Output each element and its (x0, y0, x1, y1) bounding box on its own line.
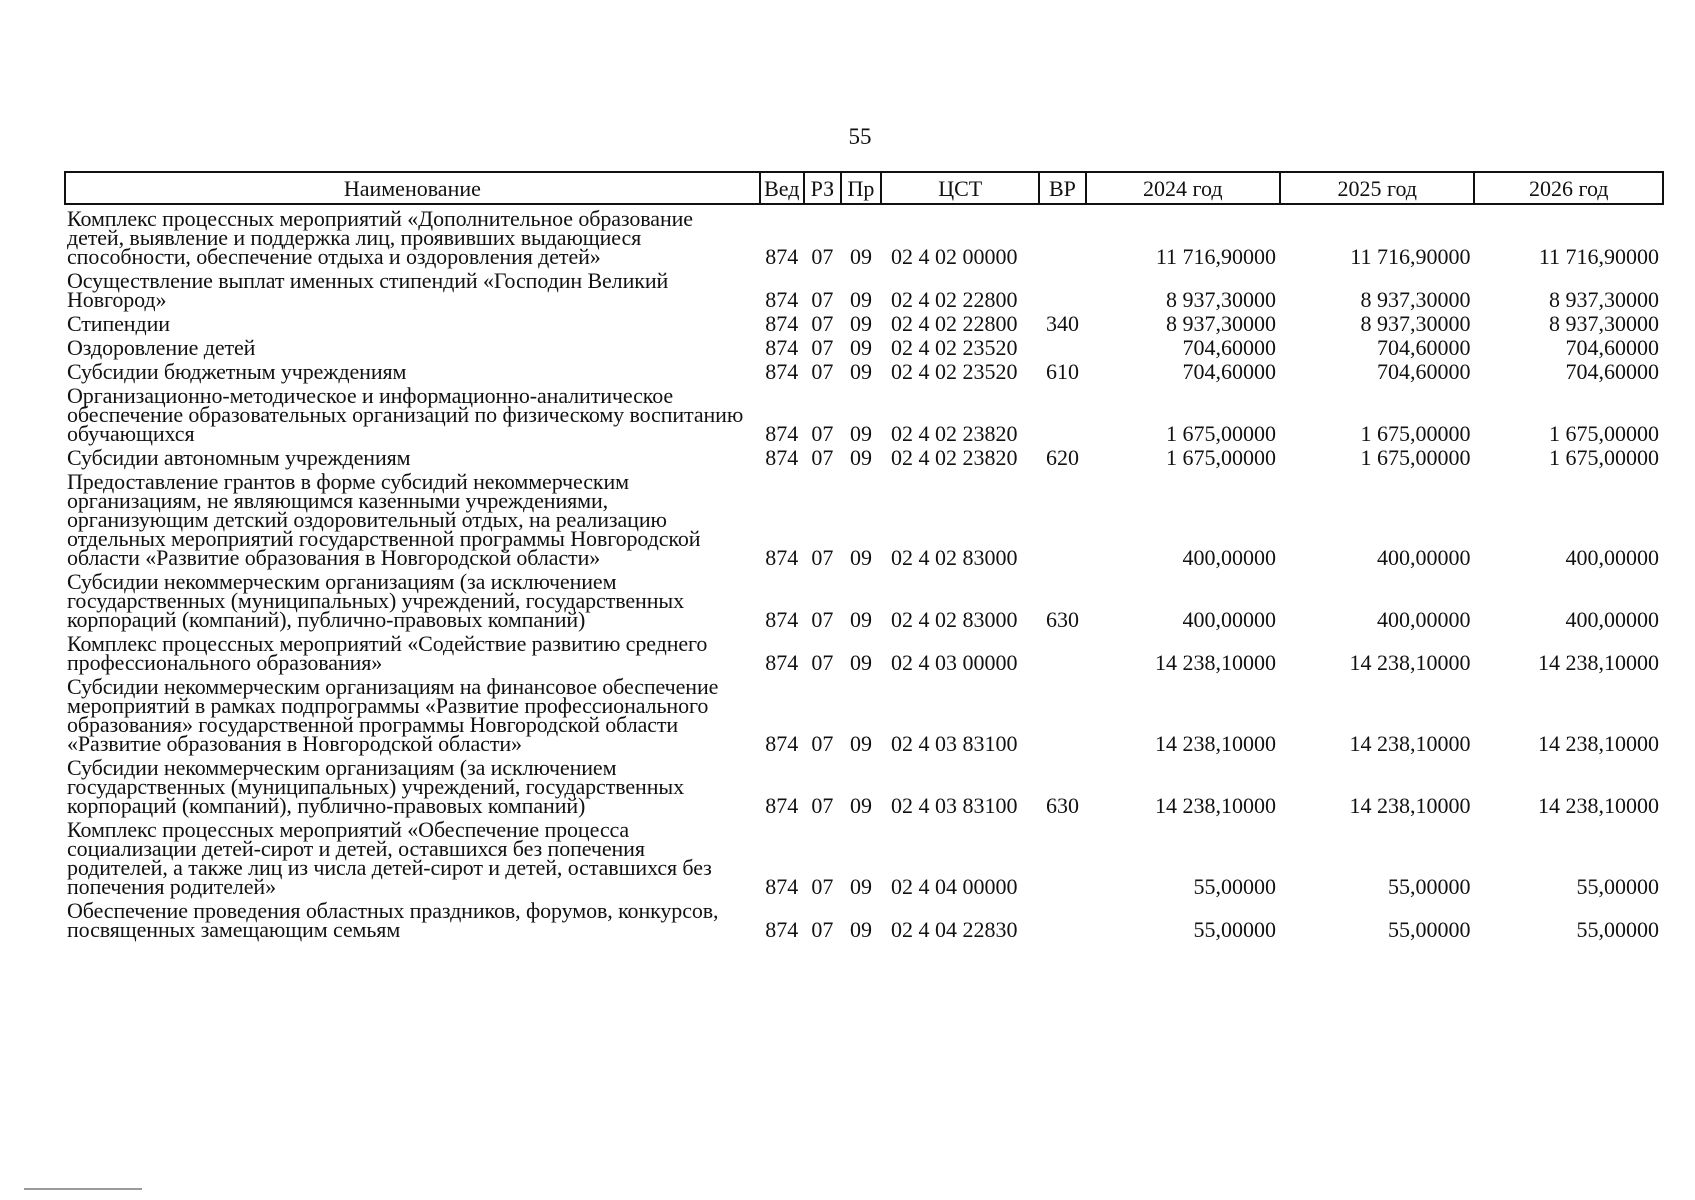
row-rz: 07 (811, 287, 834, 312)
header-ved: Вед (760, 172, 804, 204)
budget-table (64, 171, 1664, 940)
row-cst: 02 4 02 23520 (891, 359, 1018, 384)
row-vr: 630 (1045, 607, 1079, 632)
row-2025: 1 675,00000 (1360, 445, 1471, 470)
row-ved: 874 (765, 545, 799, 570)
table-row (65, 897, 1663, 940)
row-ved: 874 (765, 650, 799, 675)
header-row (65, 172, 1663, 204)
row-ved: 874 (765, 607, 799, 632)
table-row (65, 444, 1663, 468)
row-cst: 02 4 02 00000 (891, 244, 1018, 269)
row-2024: 14 238,10000 (1155, 793, 1276, 818)
row-2026: 14 238,10000 (1538, 731, 1659, 756)
table-body (65, 204, 1663, 940)
row-cst: 02 4 02 83000 (891, 607, 1018, 632)
row-rz: 07 (811, 874, 834, 899)
row-2025: 14 238,10000 (1349, 793, 1471, 818)
row-cst: 02 4 04 00000 (891, 874, 1018, 899)
row-rz: 07 (811, 244, 834, 269)
row-2024: 55,00000 (1193, 874, 1276, 899)
row-cst: 02 4 04 22830 (891, 917, 1018, 942)
row-name: Обеспечение проведения областных праздников, форумов, конкурсов, посвященных замещающим семьям (67, 898, 719, 942)
row-pr: 09 (849, 335, 872, 360)
table-row (65, 334, 1663, 358)
row-cst: 02 4 03 00000 (891, 650, 1018, 675)
header-2026: 2026 год (1474, 172, 1663, 204)
row-2024: 1 675,00000 (1166, 445, 1276, 470)
row-2024: 8 937,30000 (1166, 311, 1276, 336)
row-cst: 02 4 02 83000 (891, 545, 1018, 570)
row-2026: 8 937,30000 (1549, 287, 1659, 312)
row-ved: 874 (765, 244, 799, 269)
row-vr: 630 (1045, 793, 1079, 818)
row-2026: 55,00000 (1576, 874, 1659, 899)
page-number: 55 (848, 124, 872, 149)
row-2024: 8 937,30000 (1166, 287, 1276, 312)
table-row (65, 358, 1663, 382)
row-vr (1039, 673, 1085, 754)
row-rz: 07 (811, 335, 834, 360)
row-cst: 02 4 02 22800 (891, 311, 1018, 336)
table-row (65, 568, 1663, 630)
row-vr (1039, 630, 1085, 673)
row-rz: 07 (811, 359, 834, 384)
header-2024: 2024 год (1086, 172, 1280, 204)
row-2024: 55,00000 (1193, 917, 1276, 942)
row-pr: 09 (849, 917, 872, 942)
row-2026: 14 238,10000 (1538, 650, 1659, 675)
table-row (65, 816, 1663, 897)
row-2026: 8 937,30000 (1549, 311, 1659, 336)
row-pr: 09 (849, 874, 872, 899)
row-vr (1039, 334, 1085, 358)
row-ved: 874 (765, 311, 799, 336)
table-header (65, 172, 1663, 204)
row-name: Комплекс процессных мероприятий «Обеспечение процесса социализации детей-сирот и детей, оставшихся без попечения родителей, а также лиц из числа детей-сирот и детей, оставшихся без попечения родителей» (67, 817, 712, 899)
row-2025: 14 238,10000 (1349, 650, 1471, 675)
row-2025: 8 937,30000 (1360, 311, 1471, 336)
row-name: Оздоровление детей (67, 335, 256, 360)
row-rz: 07 (811, 607, 834, 632)
row-2024: 400,00000 (1182, 607, 1276, 632)
table-row (65, 630, 1663, 673)
row-ved: 874 (765, 287, 799, 312)
table-row (65, 310, 1663, 334)
row-name: Субсидии некоммерческим организациям на финансовое обеспечение мероприятий в рамках подпрограммы «Развитие профессионального образования» государственной программы Новгородской области «Развитие образования в Новгородской области» (67, 674, 719, 756)
row-name: Стипендии (67, 311, 170, 336)
row-2026: 14 238,10000 (1538, 793, 1659, 818)
row-pr: 09 (849, 545, 872, 570)
row-ved: 874 (765, 917, 799, 942)
row-2025: 400,00000 (1376, 545, 1471, 570)
scan-edge-mark (24, 1188, 142, 1190)
table-row (65, 204, 1663, 267)
row-pr: 09 (849, 421, 872, 446)
row-ved: 874 (765, 445, 799, 470)
row-pr: 09 (849, 731, 872, 756)
row-name: Субсидии бюджетным учреждениям (67, 359, 407, 384)
row-vr: 340 (1045, 311, 1079, 336)
row-rz: 07 (811, 917, 834, 942)
row-2025: 704,60000 (1376, 359, 1471, 384)
row-ved: 874 (765, 731, 799, 756)
row-2024: 1 675,00000 (1166, 421, 1276, 446)
row-2026: 704,60000 (1565, 335, 1659, 360)
row-name: Осуществление выплат именных стипендий «Господин Великий Новгород» (67, 268, 669, 312)
row-cst: 02 4 03 83100 (891, 793, 1018, 818)
table-row (65, 754, 1663, 816)
row-pr: 09 (849, 244, 872, 269)
row-name: Субсидии некоммерческим организациям (за исключением государственных (муниципальных) учреждений, государственных корпораций (компаний), публично-правовых компаний) (67, 569, 684, 632)
row-pr: 09 (849, 287, 872, 312)
table-row (65, 267, 1663, 310)
row-2024: 400,00000 (1182, 545, 1276, 570)
header-pr: Пр (841, 172, 881, 204)
row-vr: 620 (1045, 445, 1079, 470)
row-name: Предоставление грантов в форме субсидий некоммерческим организациям, не являющимся казенными учреждениями, организующим детский оздоровительный отдых, на реализацию отдельных мероприятий государственной программы Новгородской области «Развитие образования в Новгородской области» (67, 469, 701, 570)
row-2025: 8 937,30000 (1360, 287, 1471, 312)
row-ved: 874 (765, 359, 799, 384)
row-vr (1039, 468, 1085, 568)
row-name: Комплекс процессных мероприятий «Дополнительное образование детей, выявление и поддержка лиц, проявивших выдающиеся способности, обеспечение отдыха и оздоровления детей» (67, 206, 693, 269)
row-vr: 610 (1045, 359, 1079, 384)
row-vr (1039, 267, 1085, 310)
row-2026: 400,00000 (1565, 545, 1659, 570)
row-name: Организационно-методическое и информационно-аналитическое обеспечение образовательных организаций по физическому воспитанию обучающихся (67, 383, 744, 446)
row-pr: 09 (849, 650, 872, 675)
header-cst: ЦСТ (881, 172, 1039, 204)
row-name: Субсидии автономным учреждениям (67, 445, 411, 470)
row-2025: 55,00000 (1387, 917, 1471, 942)
row-2026: 1 675,00000 (1549, 421, 1659, 446)
row-2024: 14 238,10000 (1155, 731, 1276, 756)
row-vr (1039, 897, 1085, 940)
row-2026: 704,60000 (1565, 359, 1659, 384)
row-2025: 11 716,90000 (1350, 244, 1471, 269)
row-name: Субсидии некоммерческим организациям (за исключением государственных (муниципальных) учреждений, государственных корпораций (компаний), публично-правовых компаний) (67, 755, 684, 818)
row-2025: 400,00000 (1376, 607, 1471, 632)
row-2024: 704,60000 (1182, 359, 1276, 384)
header-name: Наименование (65, 172, 760, 204)
header-2025: 2025 год (1280, 172, 1474, 204)
row-name: Комплекс процессных мероприятий «Содействие развитию среднего профессионального образования» (67, 631, 708, 675)
row-2024: 704,60000 (1182, 335, 1276, 360)
header-rz: РЗ (804, 172, 841, 204)
row-ved: 874 (765, 874, 799, 899)
row-vr (1039, 382, 1085, 444)
row-cst: 02 4 02 23520 (891, 335, 1018, 360)
row-ved: 874 (765, 793, 799, 818)
row-2025: 704,60000 (1376, 335, 1471, 360)
table-row (65, 673, 1663, 754)
row-rz: 07 (811, 421, 834, 446)
row-2024: 11 716,90000 (1155, 244, 1276, 269)
row-2026: 55,00000 (1576, 917, 1659, 942)
row-2026: 11 716,90000 (1538, 244, 1659, 269)
row-2025: 55,00000 (1387, 874, 1471, 899)
row-pr: 09 (849, 607, 872, 632)
row-vr (1039, 204, 1085, 267)
row-ved: 874 (765, 421, 799, 446)
row-rz: 07 (811, 793, 834, 818)
row-pr: 09 (849, 445, 872, 470)
row-2026: 1 675,00000 (1549, 445, 1659, 470)
row-2025: 14 238,10000 (1349, 731, 1471, 756)
row-rz: 07 (811, 650, 834, 675)
table-row (65, 468, 1663, 568)
row-2025: 1 675,00000 (1360, 421, 1471, 446)
table-row (65, 382, 1663, 444)
row-2026: 400,00000 (1565, 607, 1659, 632)
row-cst: 02 4 02 23820 (891, 445, 1018, 470)
row-rz: 07 (811, 445, 834, 470)
row-2024: 14 238,10000 (1155, 650, 1276, 675)
row-rz: 07 (811, 731, 834, 756)
row-rz: 07 (811, 311, 834, 336)
row-pr: 09 (849, 793, 872, 818)
row-pr: 09 (849, 311, 872, 336)
row-vr (1039, 816, 1085, 897)
row-pr: 09 (849, 359, 872, 384)
header-vr: ВР (1039, 172, 1085, 204)
row-cst: 02 4 02 23820 (891, 421, 1018, 446)
row-cst: 02 4 02 22800 (891, 287, 1018, 312)
row-ved: 874 (765, 335, 799, 360)
row-cst: 02 4 03 83100 (891, 731, 1018, 756)
row-rz: 07 (811, 545, 834, 570)
